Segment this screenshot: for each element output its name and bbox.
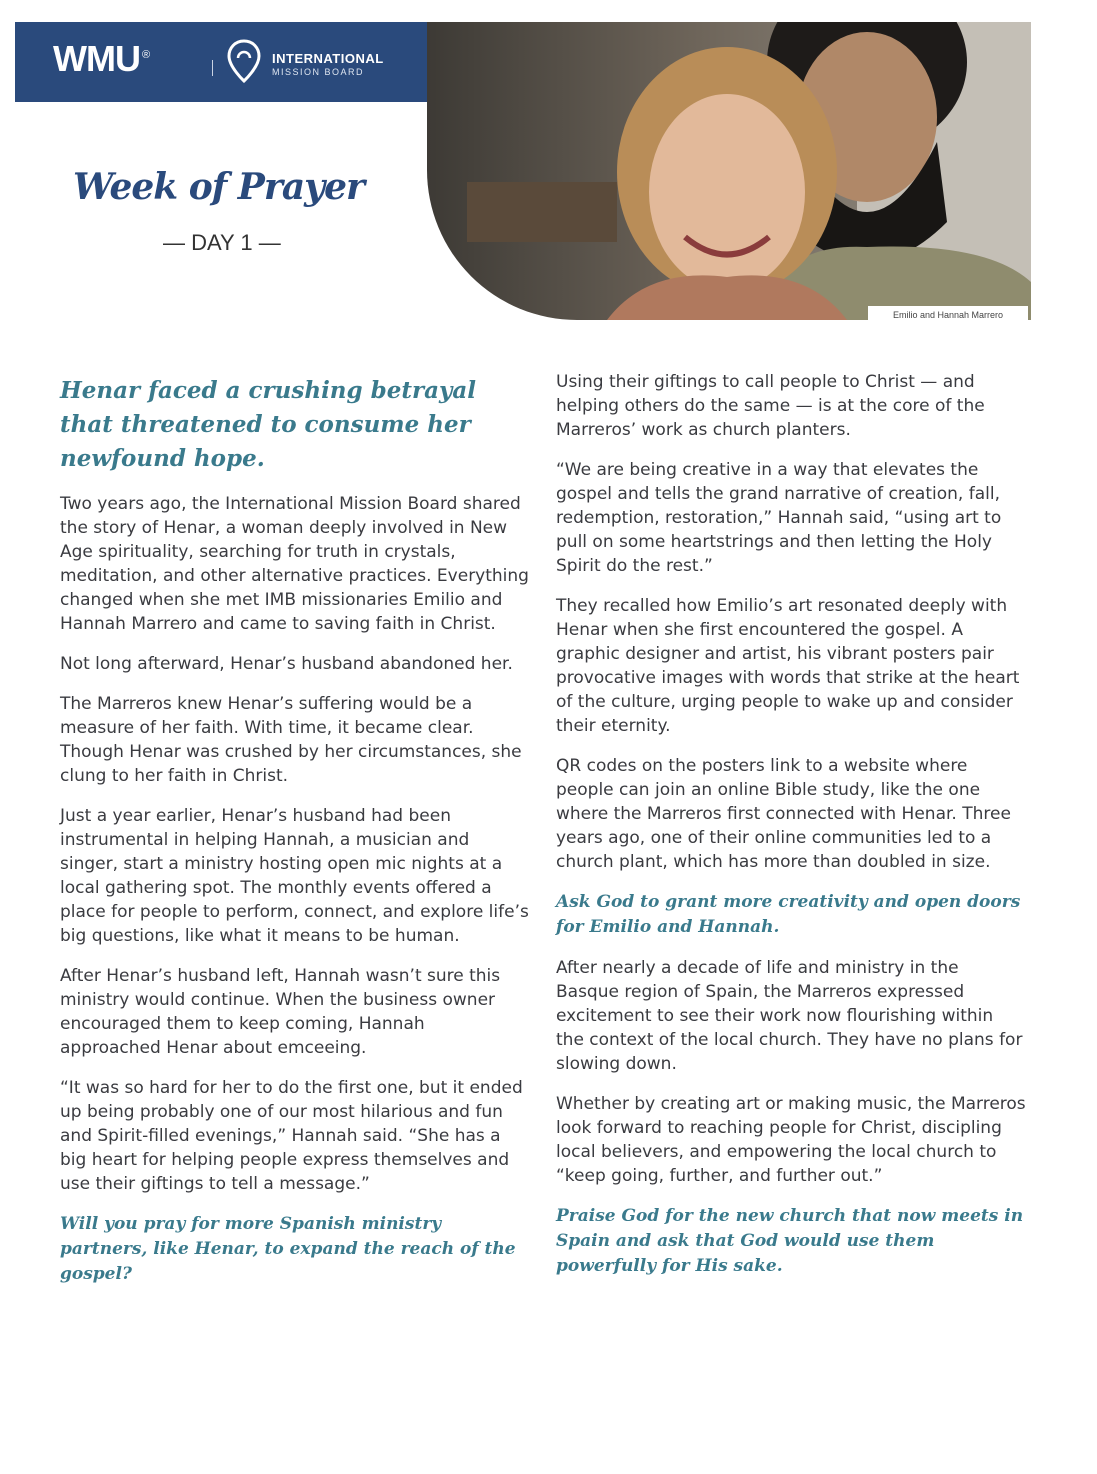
prayer-request: Praise God for the new church that now meets in Spain and ask that God would use them powerfully for His sake. [556,1206,1024,1276]
body-paragraph: Not long afterward, Henar’s husband abandoned her. [60,654,513,674]
prayer-request: Will you pray for more Spanish ministry partners, like Henar, to expand the reach of the gospel? [60,1214,516,1284]
logo-divider [212,60,213,76]
body-paragraph: Two years ago, the International Mission Board shared the story of Henar, a woman deeply involved in New Age spirituality, searching for truth in crystals, meditation, and other alternative practices. Everything changed when she met IMB missionaries Emilio and Hannah Marrero and came to saving faith in Christ. [60,494,529,634]
map-pin-icon [226,38,262,88]
body-paragraph: They recalled how Emilio’s art resonated deeply with Henar when she first encountered the gospel. A graphic designer and artist, his vibrant posters pair provocative images with words that strike at the heart of the culture, urging people to wake up and consider their eternity. [556,596,1020,736]
body-paragraph: “We are being creative in a way that elevates the gospel and tells the grand narrative of creation, fall, redemption, restoration,” Hannah said, “using art to pull on some heartstrings and then letting the Holy Spirit do the rest.” [556,460,1002,576]
body-paragraph: “It was so hard for her to do the first one, but it ended up being probably one of our most hilarious and fun and Spirit-filled evenings,” Hannah said. “She has a big heart for helping people express themselves and use their giftings to tell a message.” [60,1078,523,1194]
left-column [60,374,530,1303]
article-headline: Henar faced a crushing betrayal that threatened to consume her newfound hope. [60,377,476,472]
body-paragraph: After nearly a decade of life and ministry in the Basque region of Spain, the Marreros expressed excitement to see their work now flourishing within the context of the local church. They have no plans for slowing down. [556,958,1023,1074]
body-paragraph: Just a year earlier, Henar’s husband had been instrumental in helping Hannah, a musician and singer, start a ministry hosting open mic nights at a local gathering spot. The monthly events offered a place for people to perform, connect, and explore life’s big questions, like what it means to be human. [60,806,529,946]
body-paragraph: Whether by creating art or making music, the Marreros look forward to reaching people for Christ, discipling local believers, and empowering the local church to “keep going, further, and further out.” [556,1094,1026,1186]
partner-name-line2: MISSION BOARD [272,67,365,77]
body-paragraph: The Marreros knew Henar’s suffering would be a measure of her faith. With time, it became clear. Though Henar was crushed by her circumstances, she clung to her faith in Christ. [60,694,522,786]
body-paragraph: QR codes on the posters link to a website where people can join an online Bible study, like the one where the Marreros first connected with Henar. Three years ago, one of their online communities led to a church plant, which has more than doubled in size. [556,756,1011,872]
couple-photo [427,22,1031,320]
wmu-logo: WMU ® [53,38,150,79]
photo-caption: Emilio and Hannah Marrero [868,306,1028,324]
page-title: Week of Prayer [73,166,364,208]
partner-name-line1: INTERNATIONAL [272,51,384,66]
registered-mark: ® [141,49,150,61]
prayer-request: Ask God to grant more creativity and open doors for Emilio and Hannah. [556,892,1021,937]
day-label: — DAY 1 — [163,230,281,255]
body-paragraph: Using their giftings to call people to Christ — and helping others do the same — is at the core of the Marreros’ work as church planters. [556,372,985,440]
right-column [556,370,1026,1295]
body-paragraph: After Henar’s husband left, Hannah wasn’t sure this ministry would continue. When the business owner encouraged them to keep coming, Hannah approached Henar about emceeing. [60,966,501,1058]
